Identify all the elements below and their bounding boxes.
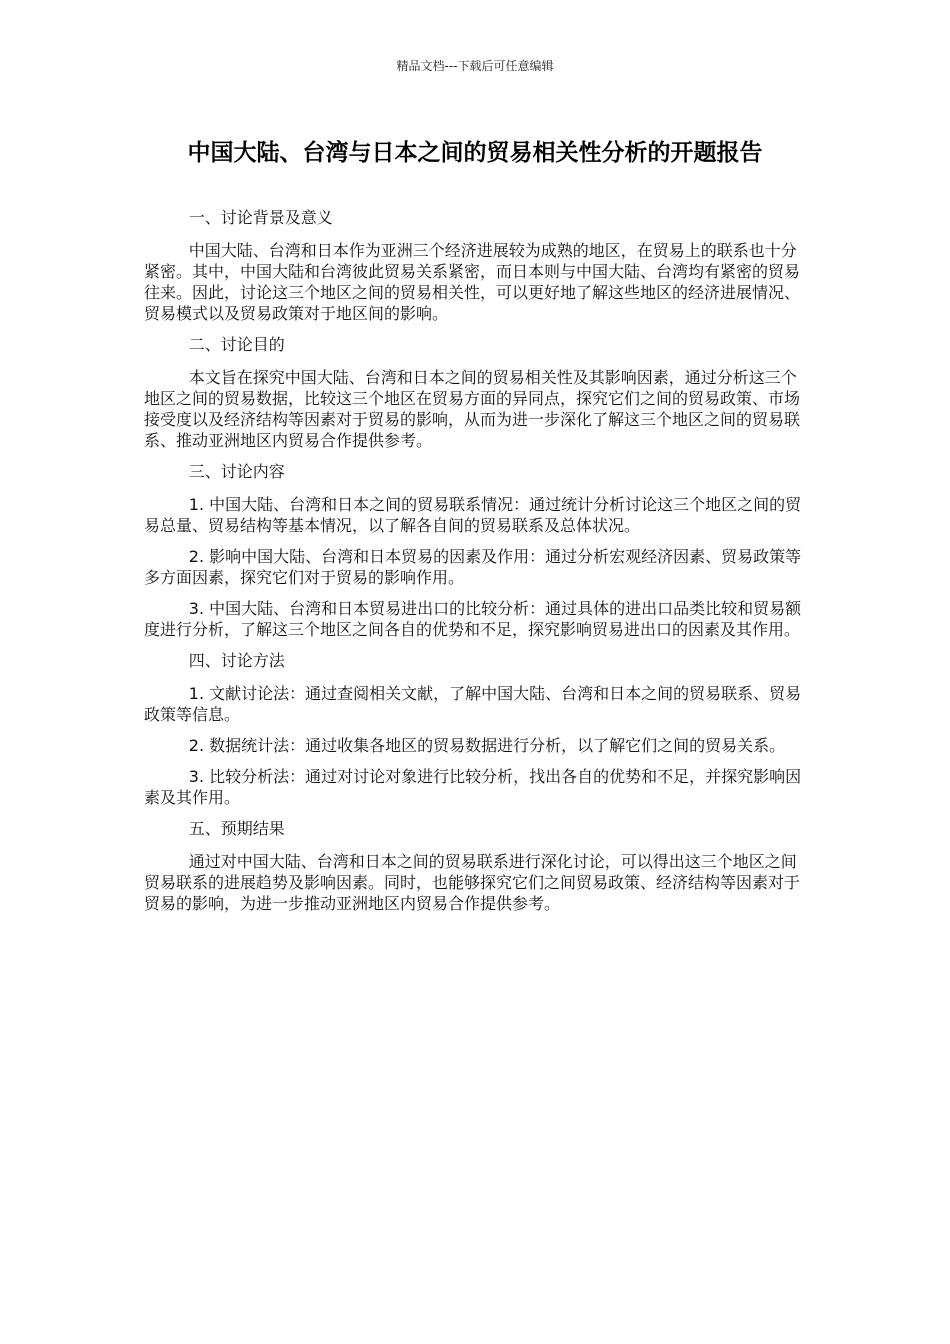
content-item-2: 2. 影响中国大陆、台湾和日本贸易的因素及作用：通过分析宏观经济因素、贸易政策等多方面因素，探究它们对于贸易的影响作用。 bbox=[144, 547, 802, 587]
section-paragraph-results: 通过对中国大陆、台湾和日本之间的贸易联系进行深化讨论，可以得出这三个地区之间贸易联系的进展趋势及影响因素。同时，也能够探究它们之间贸易政策、经济结构等因素对于贸易的影响，为进一步推动亚洲地区内贸易合作提供参考。 bbox=[144, 852, 801, 913]
method-item-3: 3. 比较分析法：通过对讨论对象进行比较分析，找出各自的优势和不足，并探究影响因素及其作用。 bbox=[144, 767, 802, 807]
section-heading-background: 一、讨论背景及意义 bbox=[188, 208, 333, 227]
document-body bbox=[144, 207, 806, 924]
section-heading-purpose: 二、讨论目的 bbox=[188, 335, 285, 354]
page-header-note: 精品文档---下载后可任意编辑 bbox=[396, 59, 554, 73]
content-item-1: 1. 中国大陆、台湾和日本之间的贸易联系情况：通过统计分析讨论这三个地区之间的贸易总量、贸易结构等基本情况，以了解各自间的贸易联系及总体状况。 bbox=[144, 495, 802, 535]
section-heading-methods: 四、讨论方法 bbox=[188, 651, 285, 670]
method-item-1: 1. 文献讨论法：通过查阅相关文献，了解中国大陆、台湾和日本之间的贸易联系、贸易政策等信息。 bbox=[144, 684, 802, 724]
section-heading-results: 五、预期结果 bbox=[188, 819, 285, 838]
content-item-3: 3. 中国大陆、台湾和日本贸易进出口的比较分析：通过具体的进出口品类比较和贸易额度进行分析，了解这三个地区之间各自的优势和不足，探究影响贸易进出口的因素及其作用。 bbox=[144, 599, 802, 639]
document-title: 中国大陆、台湾与日本之间的贸易相关性分析的开题报告 bbox=[187, 140, 763, 166]
section-paragraph-background: 中国大陆、台湾和日本作为亚洲三个经济进展较为成熟的地区，在贸易上的联系也十分紧密。其中，中国大陆和台湾彼此贸易关系紧密，而日本则与中国大陆、台湾均有紧密的贸易往来。因此，讨论这三个地区之间的贸易相关性，可以更好地了解这些地区的经济进展情况、贸易模式以及贸易政策对于地区间的影响。 bbox=[144, 241, 801, 323]
section-paragraph-purpose: 本文旨在探究中国大陆、台湾和日本之间的贸易相关性及其影响因素，通过分析这三个地区之间的贸易数据，比较这三个地区在贸易方面的异同点，探究它们之间的贸易政策、市场接受度以及经济结构等因素对于贸易的影响，从而为进一步深化了解这三个地区之间的贸易联系、推动亚洲地区内贸易合作提供参考。 bbox=[144, 368, 801, 450]
section-heading-content: 三、讨论内容 bbox=[188, 462, 285, 481]
method-item-2: 2. 数据统计法：通过收集各地区的贸易数据进行分析，以了解它们之间的贸易关系。 bbox=[188, 736, 786, 755]
